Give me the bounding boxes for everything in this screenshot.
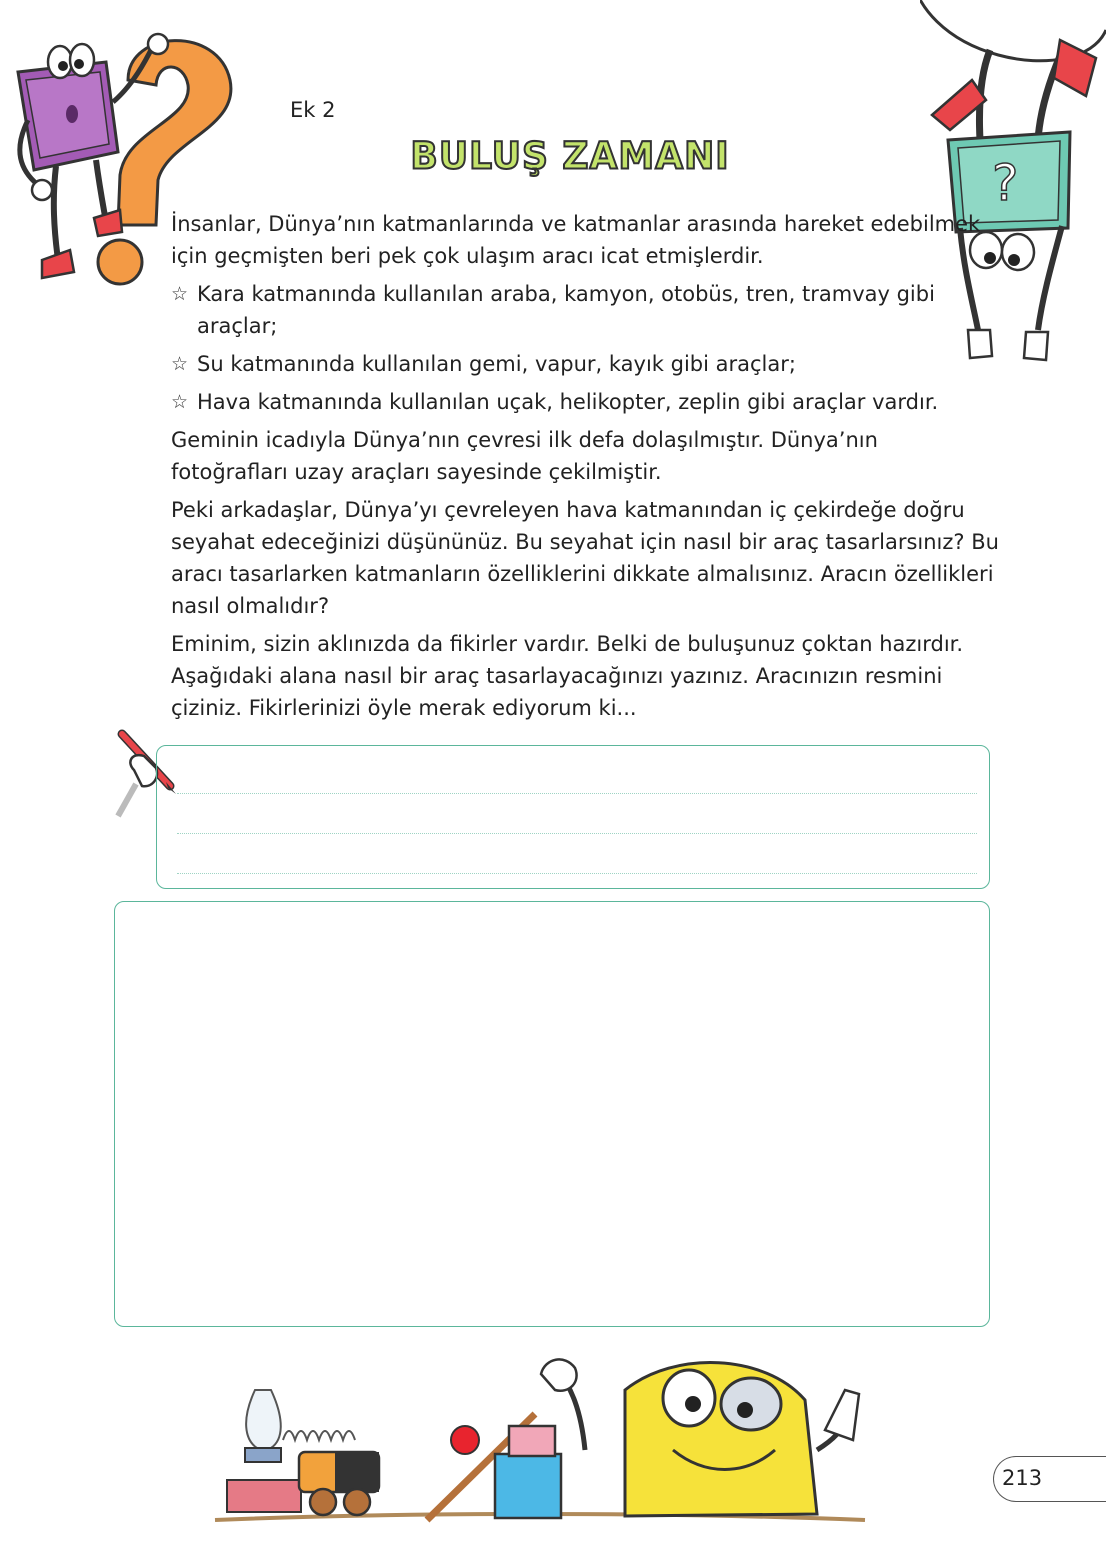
svg-text:?: ? <box>992 154 1019 212</box>
list-item-text: Hava katmanında kullanılan uçak, helikopter, zeplin gibi araçlar vardır. <box>197 390 939 414</box>
list-item <box>171 278 1001 342</box>
list-item <box>171 348 1001 380</box>
page-number-tab <box>993 1456 1106 1502</box>
paragraph: Eminim, sizin aklınızda da fikirler vardır. Belki de buluşunuz çoktan hazırdır. Aşağıdaki alana nasıl bir araç tasarlayacağınızı yazınız. Aracınızın resmini çiziniz. Fikirlerinizi öyle merak ediyorum ki... <box>171 632 964 720</box>
writing-area[interactable] <box>156 745 990 889</box>
star-outline-icon: ☆ <box>171 391 189 413</box>
inventions-scene-icon <box>205 1330 870 1555</box>
page-number: 213 <box>1002 1466 1043 1490</box>
star-outline-icon: ☆ <box>171 283 189 305</box>
writing-line <box>177 873 977 874</box>
page-title: BULUŞ ZAMANI <box>410 134 730 179</box>
paragraph: Peki arkadaşlar, Dünya’yı çevreleyen hava katmanından iç çekirdeğe doğru seyahat edeceğinizi düşününüz. Bu seyahat için nasıl bir araç tasarlarsınız? Bu aracı tasarlarken katmanların özelliklerini dikkate almalısınız. Aracın özellikleri nasıl olmalıdır? <box>171 498 999 618</box>
drawing-area[interactable] <box>114 901 990 1327</box>
writing-line <box>177 833 977 834</box>
list-item <box>171 386 1001 418</box>
body-text <box>171 208 1001 730</box>
paragraph: Geminin icadıyla Dünya’nın çevresi ilk defa dolaşılmıştır. Dünya’nın fotoğrafları uzay araçları sayesinde çekilmiştir. <box>171 428 878 484</box>
list-item-text: Kara katmanında kullanılan araba, kamyon, otobüs, tren, tramvay gibi araçlar; <box>197 282 935 338</box>
list-item-text: Su katmanında kullanılan gemi, vapur, kayık gibi araçlar; <box>197 352 796 376</box>
star-outline-icon: ☆ <box>171 353 189 375</box>
appendix-label: Ek 2 <box>290 98 336 122</box>
writing-line <box>177 793 977 794</box>
intro-paragraph: İnsanlar, Dünya’nın katmanlarında ve katmanlar arasında hareket edebilmek için geçmişten beri pek çok ulaşım aracı icat etmişlerdir. <box>171 212 981 268</box>
